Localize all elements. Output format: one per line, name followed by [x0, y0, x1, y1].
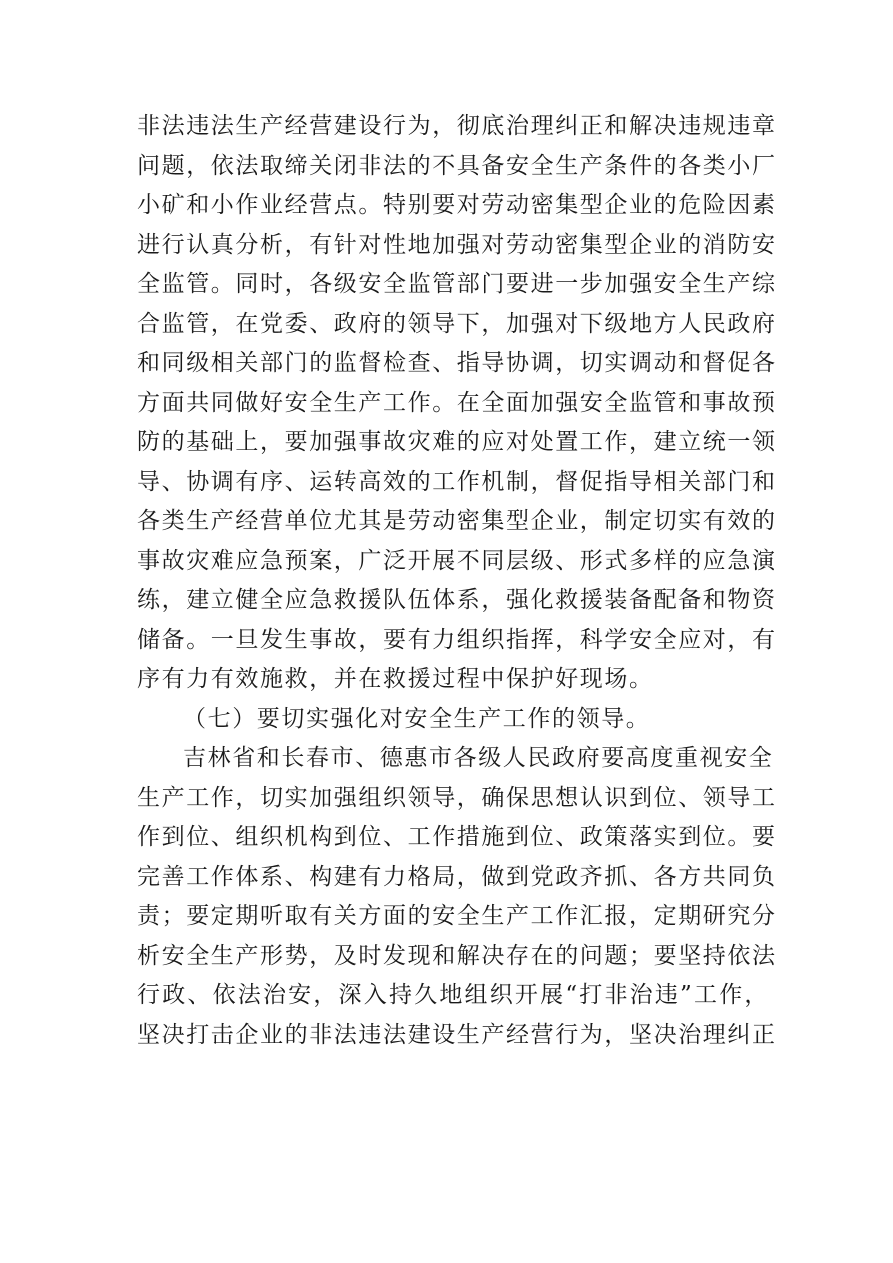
paragraph-line: 全监管。同时，各级安全监管部门要进一步加强安全生产综: [137, 271, 777, 297]
paragraph-line: 非法违法生产经营建设行为，彻底治理纠正和解决违规违章: [137, 113, 777, 139]
paragraph-line: 完善工作体系、构建有力格局，做到党政齐抓、各方共同负: [137, 863, 777, 890]
paragraph-line: 进行认真分析，有针对性地加强对劳动密集型企业的消防安: [137, 231, 777, 258]
paragraph-line: 合监管，在党委、政府的领导下，加强对下级地方人民政府: [137, 310, 777, 337]
paragraph-1: [137, 107, 777, 700]
section-heading: （七）要切实强化对安全生产工作的领导。: [183, 705, 651, 732]
paragraph-line: 防的基础上，要加强事故灾难的应对处置工作，建立统一领: [137, 429, 777, 455]
paragraph-2: [137, 739, 777, 1055]
paragraph-line: 各类生产经营单位尤其是劳动密集型企业，制定切实有效的: [137, 508, 777, 534]
paragraph-line: 责；要定期听取有关方面的安全生产工作汇报，定期研究分: [137, 903, 777, 929]
paragraph-line: 吉林省和长春市、德惠市各级人民政府要高度重视安全: [183, 745, 774, 771]
paragraph-line: 坚决打击企业的非法违法建设生产经营行为，坚决治理纠正: [137, 1021, 777, 1048]
paragraph-line: 小矿和小作业经营点。特别要对劳动密集型企业的危险因素: [137, 192, 777, 218]
paragraph-line: 问题，依法取缔关闭非法的不具备安全生产条件的各类小厂: [137, 152, 777, 179]
paragraph-line: 行政、依法治安，深入持久地组织开展“打非治违”工作，: [137, 982, 769, 1008]
paragraph-line: 方面共同做好安全生产工作。在全面加强安全监管和事故预: [137, 389, 777, 416]
paragraph-line: 储备。一旦发生事故，要有力组织指挥，科学安全应对，有: [137, 626, 777, 653]
paragraph-line: 析安全生产形势，及时发现和解决存在的问题；要坚持依法: [137, 942, 777, 969]
paragraph-line: 生产工作，切实加强组织领导，确保思想认识到位、领导工: [137, 784, 777, 811]
document-body: [137, 107, 777, 1055]
paragraph-line: 序有力有效施救，并在救援过程中保护好现场。: [137, 666, 654, 692]
paragraph-line: 练，建立健全应急救援队伍体系，强化救援装备配备和物资: [137, 587, 777, 613]
paragraph-line: 作到位、组织机构到位、工作措施到位、政策落实到位。要: [137, 824, 777, 850]
paragraph-line: 事故灾难应急预案，广泛开展不同层级、形式多样的应急演: [137, 547, 777, 574]
paragraph-line: 导、协调有序、运转高效的工作机制，督促指导相关部门和: [137, 468, 777, 495]
paragraph-line: 和同级相关部门的监督检查、指导协调，切实调动和督促各: [137, 350, 777, 376]
